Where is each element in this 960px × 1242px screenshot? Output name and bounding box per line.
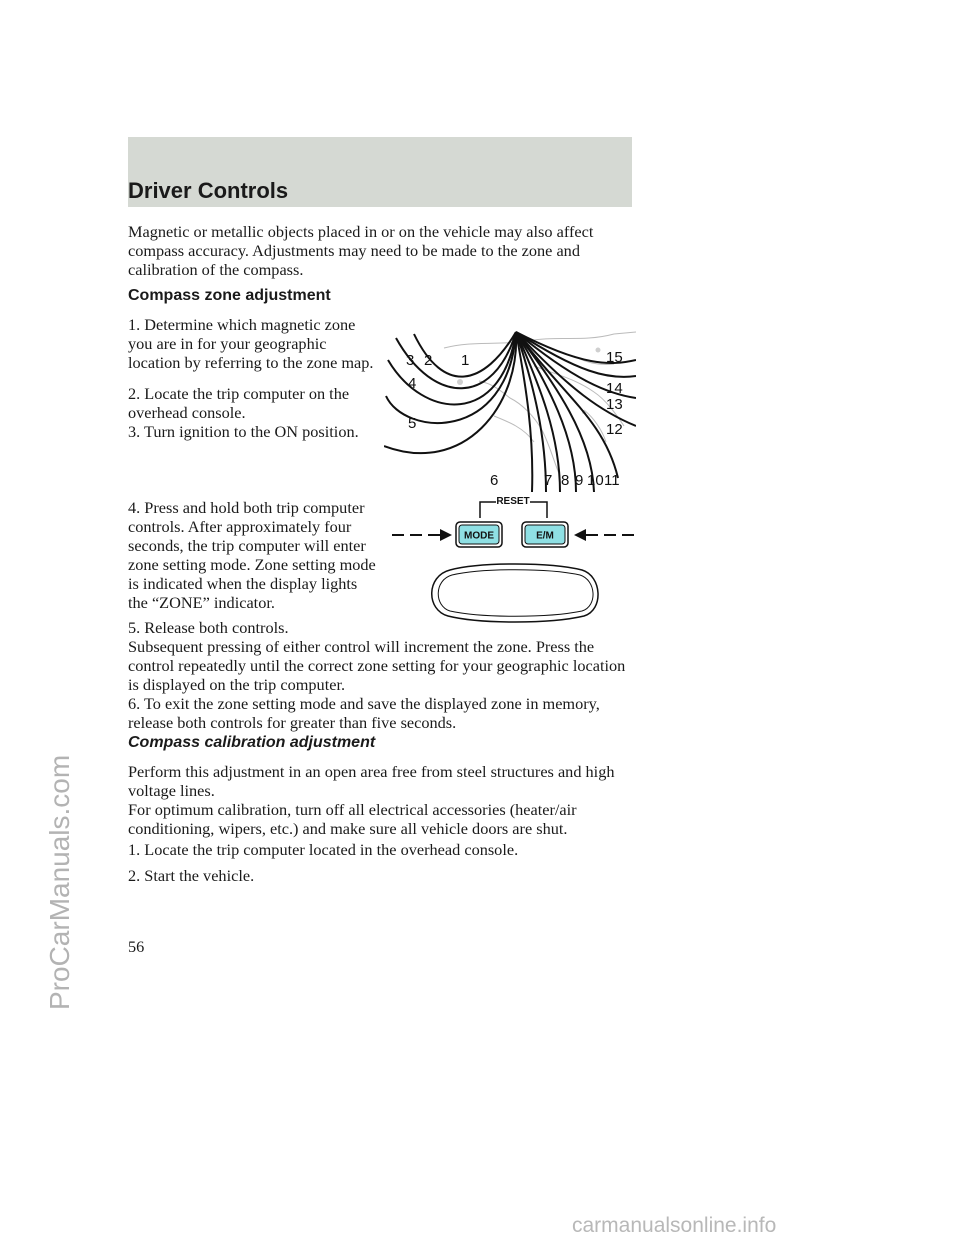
trip-controls-figure [390,492,636,624]
side-watermark [0,0,75,1242]
section-title: Driver Controls [128,178,289,203]
trip-controls-svg [390,492,636,624]
zone-lines [384,332,636,492]
calibration-heading: Compass calibration adjustment [128,734,376,751]
zone-step-3: 3. Turn ignition to the ON position. [128,422,359,441]
zone-label-12: 12 [606,421,623,438]
zone-label-5: 5 [408,415,417,432]
right-arrow-head-icon [574,529,586,541]
mode-button-label: MODE [464,530,494,542]
calibration-paragraph-1: Perform this adjustment in an open area free from steel structures and high voltage lines. [128,762,615,800]
calibration-step-2: 2. Start the vehicle. [128,866,255,885]
zone-label-10: 10 [587,472,604,489]
zone-label-2: 2 [424,352,433,369]
display-outline [432,564,598,622]
intro-paragraph: Magnetic or metallic objects placed in or on the vehicle may also affect compass accuracy. Adjustments may need to be made to the zone and calibration of the compass. [128,222,594,279]
zone-label-9: 9 [575,472,584,489]
zone-map-svg [384,326,636,494]
page-number: 56 [128,937,145,956]
zone-label-15: 15 [606,349,623,366]
zone-step-5-detail: Subsequent pressing of either control will increment the zone. Press the control repeatedly until the correct zone setting for your geographic location is displayed on the trip computer. [128,637,626,694]
em-button-label: E/M [536,530,554,542]
zone-label-8: 8 [561,472,570,489]
zone-label-3: 3 [406,352,415,369]
zone-step-6: 6. To exit the zone setting mode and save the displayed zone in memory, release both controls for greater than five seconds. [128,694,600,732]
zone-label-11: 11 [604,472,620,489]
calibration-step-1: 1. Locate the trip computer located in the overhead console. [128,840,519,859]
zone-step-1: 1. Determine which magnetic zone you are in for your geographic location by referring to the zone map. [128,315,374,372]
left-arrow-head-icon [440,529,452,541]
zone-map-figure [384,326,636,494]
zone-label-13: 13 [606,396,623,413]
zone-label-7: 7 [544,472,553,489]
zone-label-14: 14 [606,380,623,397]
reset-label: RESET [496,496,530,507]
zone-label-1: 1 [461,352,470,369]
zone-heading: Compass zone adjustment [128,287,331,304]
zone-label-6: 6 [490,472,499,489]
calibration-paragraph-2: For optimum calibration, turn off all electrical accessories (heater/air conditioning, wipers, etc.) and make sure all vehicle doors are shut. [128,800,577,838]
zone-step-2: 2. Locate the trip computer on the overhead console. [128,384,350,422]
side-watermark-text: ProCarManuals.com [44,754,75,1010]
zone-step-5: 5. Release both controls. [128,618,289,637]
zone-label-4: 4 [408,375,417,392]
zone-step-4: 4. Press and hold both trip computer controls. After approximately four seconds, the trip computer will enter zone setting mode. Zone setting mode is indicated when the display lights the “ZONE” indicator. [128,498,376,612]
footer-watermark: carmanualsonline.info [572,1214,777,1237]
